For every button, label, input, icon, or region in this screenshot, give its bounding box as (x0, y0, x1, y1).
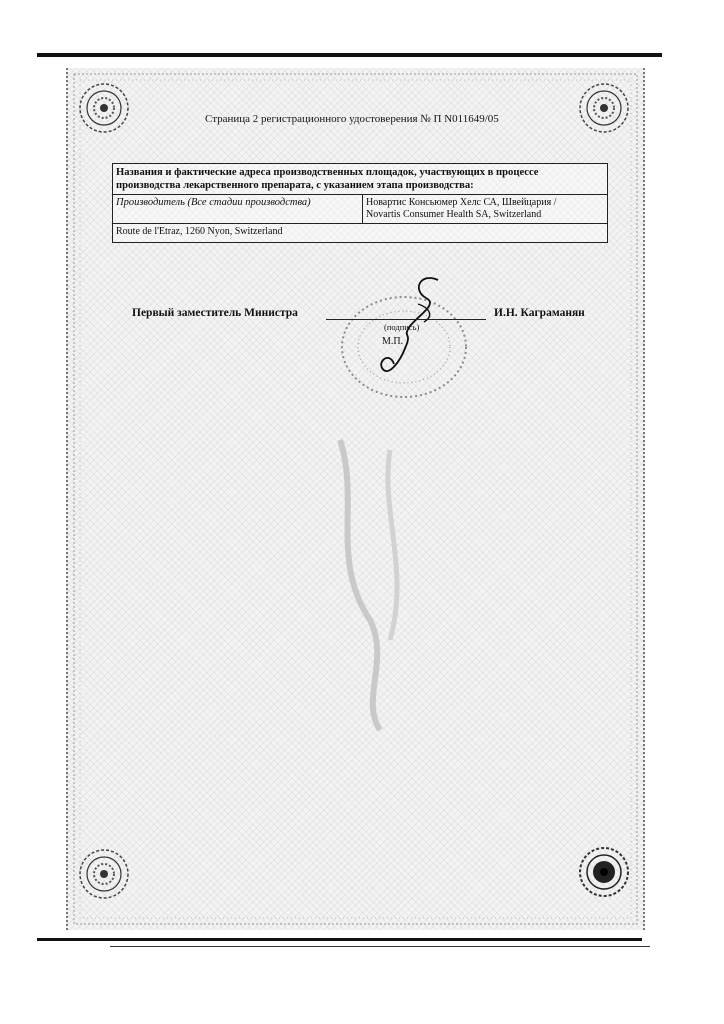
signer-title: Первый заместитель Министра (132, 307, 298, 319)
rosette-ornament-top-left (76, 80, 132, 136)
signature-caption: (подпись) (384, 322, 420, 332)
background-watermark (300, 420, 440, 740)
rosette-ornament-top-right (576, 80, 632, 136)
company-name-ru: Новартис Консьюмер Хелс СА, Швейцария / (366, 197, 557, 208)
scan-edge-bottom-thin (110, 946, 650, 947)
stamp-caption: М.П. (382, 336, 404, 347)
scan-edge-bottom (37, 938, 642, 941)
signer-name: И.Н. Каграманян (494, 307, 585, 319)
company-name-en: Novartis Consumer Health SA, Switzerland (366, 209, 542, 220)
manufacturer-name-cell (363, 195, 608, 224)
page-header: Страница 2 регистрационного удостоверения № П N011649/05 (205, 113, 499, 125)
manufacturer-address-cell: Route de l'Etraz, 1260 Nyon, Switzerland (113, 224, 608, 243)
production-sites-table (112, 163, 608, 243)
rosette-ornament-bottom-right (576, 844, 632, 900)
manufacturer-role-cell: Производитель (Все стадии производства) (113, 195, 363, 224)
table-heading: Названия и фактические адреса производственных площадок, участвующих в процессе производства лекарственного препарата, с указанием этапа производства: (113, 164, 608, 195)
signature-line (326, 319, 486, 320)
scan-edge-top (37, 53, 662, 57)
rosette-ornament-bottom-left (76, 846, 132, 902)
